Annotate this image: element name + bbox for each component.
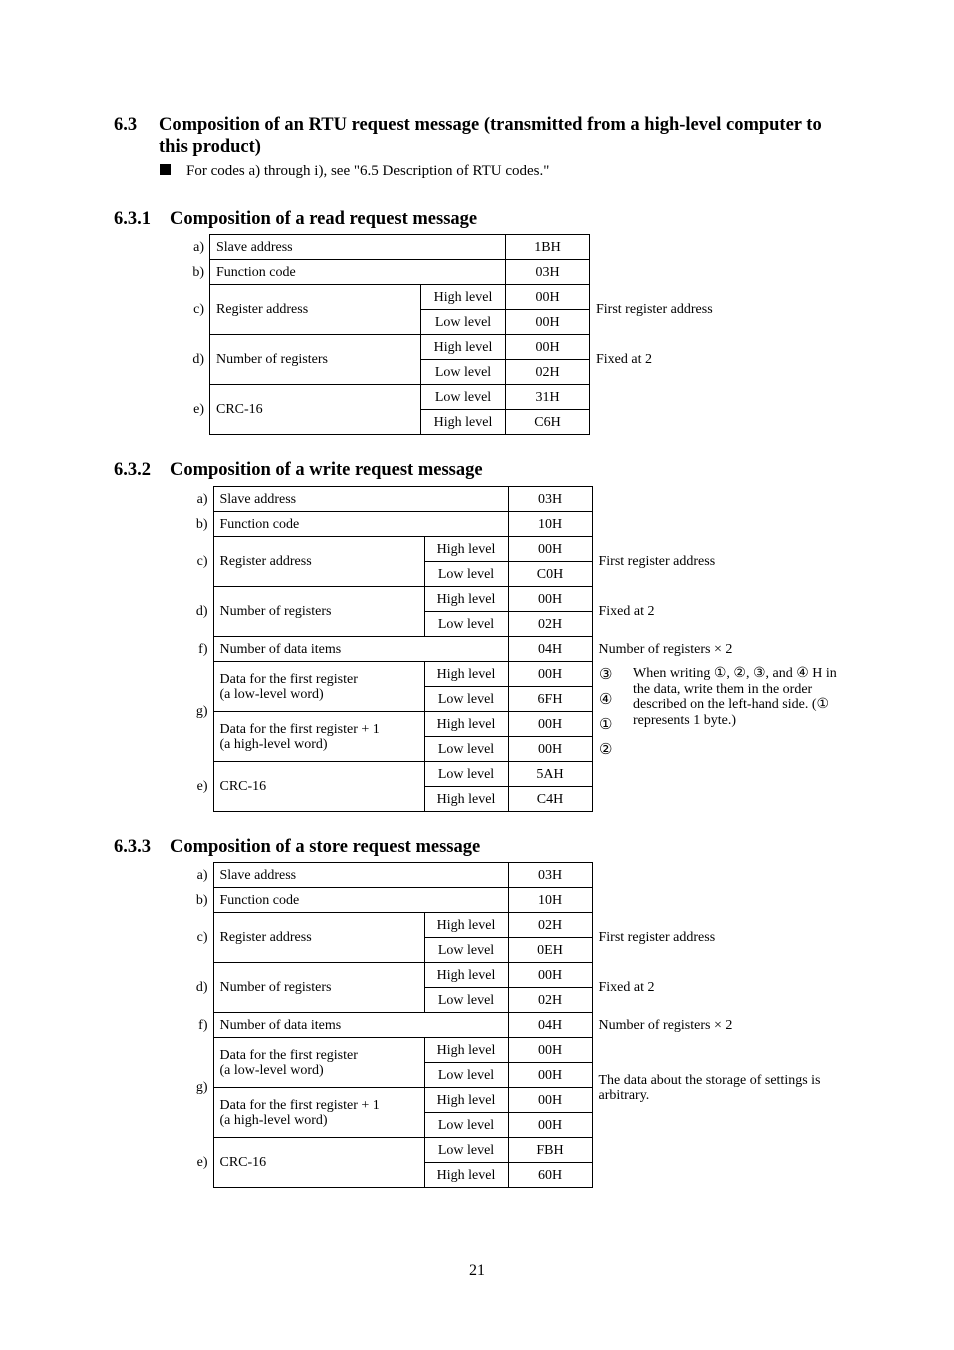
- row-label: f): [198, 641, 208, 657]
- table-row: [166, 1038, 842, 1063]
- field-name: CRC-16: [213, 1138, 424, 1188]
- row-label: a): [196, 491, 208, 507]
- field-name: Slave address: [213, 487, 508, 512]
- row-label: g): [195, 1080, 208, 1095]
- row-label: b): [192, 264, 204, 280]
- byte-level: High level: [424, 712, 508, 737]
- field-name: Register address: [213, 913, 424, 963]
- store-heading: [114, 836, 480, 858]
- table-row: [166, 235, 840, 260]
- byte-level: Low level: [421, 360, 506, 385]
- byte-level: Low level: [424, 938, 508, 963]
- field-name: Number of registers: [213, 587, 424, 637]
- row-comment: Fixed at 2: [598, 604, 655, 619]
- field-name-line: Data for the first register: [219, 671, 358, 687]
- byte-level: Low level: [424, 612, 508, 637]
- field-name: Function code: [210, 260, 506, 285]
- row-label: d): [192, 352, 204, 367]
- table-row: [166, 487, 842, 512]
- row-label: g): [195, 704, 208, 719]
- byte-order-marks: [599, 666, 612, 766]
- read-request-table: [166, 234, 840, 435]
- byte-order-mark: ③: [599, 667, 613, 683]
- byte-order-mark: ④: [599, 692, 613, 708]
- byte-level: Low level: [421, 385, 506, 410]
- byte-level: High level: [424, 963, 508, 988]
- field-name: Function code: [213, 512, 508, 537]
- table-row: [166, 512, 842, 537]
- table-row: [166, 1138, 842, 1163]
- field-value: 02H: [506, 360, 590, 385]
- byte-level: High level: [421, 335, 506, 360]
- byte-order-mark: ②: [599, 742, 613, 758]
- table-row: [166, 335, 840, 360]
- field-value: 1BH: [506, 235, 590, 260]
- field-value: 04H: [508, 1013, 592, 1038]
- field-value: 31H: [506, 385, 590, 410]
- byte-level: Low level: [424, 1138, 508, 1163]
- field-value: 00H: [506, 285, 590, 310]
- store-title: Composition of a store request message: [170, 837, 481, 857]
- field-value: 00H: [508, 963, 592, 988]
- row-comment: Number of registers × 2: [598, 1017, 733, 1033]
- field-value: 03H: [508, 863, 592, 888]
- field-value: FBH: [508, 1138, 592, 1163]
- byte-level: High level: [424, 1038, 508, 1063]
- square-bullet-icon: [160, 164, 171, 175]
- field-value: 60H: [508, 1163, 592, 1188]
- row-comment: Fixed at 2: [598, 980, 655, 995]
- row-label: c): [196, 554, 208, 569]
- row-label: d): [195, 604, 208, 619]
- byte-level: High level: [424, 787, 508, 812]
- byte-level: High level: [424, 913, 508, 938]
- byte-order-mark: ①: [599, 717, 613, 733]
- byte-level: High level: [424, 587, 508, 612]
- byte-level: Low level: [424, 988, 508, 1013]
- row-label: a): [196, 867, 208, 883]
- table-row: [166, 587, 842, 612]
- field-value: 00H: [508, 1063, 592, 1088]
- row-label: e): [196, 1155, 208, 1170]
- write-heading: [114, 459, 483, 481]
- field-name-line: (a high-level word): [219, 1112, 328, 1128]
- table-row: [166, 285, 840, 310]
- store-request-table: [166, 862, 842, 1188]
- read-title: Composition of a read request message: [170, 209, 478, 229]
- row-comment: Number of registers × 2: [598, 641, 733, 657]
- section-heading: [114, 114, 844, 158]
- row-comment: The data about the storage of settings is arbitrary.: [598, 1072, 821, 1103]
- write-request-table: [166, 486, 842, 812]
- field-name: Slave address: [213, 863, 508, 888]
- field-value: 02H: [508, 988, 592, 1013]
- byte-level: High level: [424, 1163, 508, 1188]
- row-comment: First register address: [598, 930, 716, 945]
- byte-level: High level: [421, 285, 506, 310]
- section-title: Composition of an RTU request message (transmitted from a high-level computer to this product): [159, 115, 822, 157]
- field-value: C6H: [506, 410, 590, 435]
- field-name: Number of registers: [213, 963, 424, 1013]
- field-value: 02H: [508, 913, 592, 938]
- byte-level: High level: [424, 537, 508, 562]
- field-name: [213, 712, 424, 762]
- field-value: 00H: [508, 712, 592, 737]
- table-row: [166, 1013, 842, 1038]
- read-number: 6.3.1: [114, 209, 151, 229]
- field-name: Number of data items: [213, 637, 508, 662]
- table-row: [166, 537, 842, 562]
- row-label: c): [196, 930, 208, 945]
- section-number: 6.3: [114, 115, 138, 135]
- row-comment: First register address: [598, 554, 716, 569]
- table-row: [166, 863, 842, 888]
- table-row: [166, 888, 842, 913]
- table-row: [166, 385, 840, 410]
- field-name-line: Data for the first register: [219, 1047, 358, 1063]
- field-value: C0H: [508, 562, 592, 587]
- field-name-line: (a high-level word): [219, 736, 328, 752]
- read-heading: [114, 208, 477, 230]
- byte-level: Low level: [421, 310, 506, 335]
- section-note-text: For codes a) through i), see "6.5 Description of RTU codes.": [186, 163, 550, 179]
- row-label: e): [196, 779, 208, 794]
- field-value: 00H: [506, 335, 590, 360]
- byte-level: Low level: [424, 737, 508, 762]
- field-value: 02H: [508, 612, 592, 637]
- field-name-line: Data for the first register + 1: [219, 721, 380, 737]
- write-number: 6.3.2: [114, 460, 151, 480]
- field-name-line: (a low-level word): [219, 1062, 324, 1078]
- field-name-line: (a low-level word): [219, 686, 324, 702]
- field-name: CRC-16: [210, 385, 421, 435]
- row-label: d): [195, 980, 208, 995]
- row-label: c): [193, 302, 204, 317]
- field-value: 0EH: [508, 938, 592, 963]
- field-name: Register address: [210, 285, 421, 335]
- field-name: Number of data items: [213, 1013, 508, 1038]
- byte-level: High level: [424, 662, 508, 687]
- field-name: Number of registers: [210, 335, 421, 385]
- field-value: 04H: [508, 637, 592, 662]
- row-label: b): [195, 892, 208, 908]
- row-label: b): [195, 516, 208, 532]
- field-value: C4H: [508, 787, 592, 812]
- table-row: [166, 963, 842, 988]
- row-comment: First register address: [596, 302, 713, 317]
- table-row: [166, 260, 840, 285]
- field-name: [213, 1088, 424, 1138]
- field-value: 00H: [508, 1113, 592, 1138]
- field-name: [213, 662, 424, 712]
- byte-level: Low level: [424, 687, 508, 712]
- byte-level: Low level: [424, 1113, 508, 1138]
- field-value: 10H: [508, 888, 592, 913]
- field-name-line: Data for the first register + 1: [219, 1097, 380, 1113]
- byte-level: High level: [421, 410, 506, 435]
- field-name: Function code: [213, 888, 508, 913]
- field-name: Slave address: [210, 235, 506, 260]
- field-name: [213, 1038, 424, 1088]
- row-comment: Fixed at 2: [596, 352, 652, 367]
- field-name: Register address: [213, 537, 424, 587]
- field-value: 03H: [506, 260, 590, 285]
- table-row: [166, 913, 842, 938]
- byte-level: Low level: [424, 1063, 508, 1088]
- store-number: 6.3.3: [114, 837, 151, 857]
- field-value: 00H: [508, 737, 592, 762]
- field-name: CRC-16: [213, 762, 424, 812]
- field-value: 6FH: [508, 687, 592, 712]
- byte-order-note: When writing ①, ②, ③, and ④ H in the data, write them in the order described on the left-hand side. (① represents 1 byte.): [633, 666, 837, 728]
- field-value: 10H: [508, 512, 592, 537]
- table-row: [166, 637, 842, 662]
- section-note: [160, 162, 549, 180]
- write-title: Composition of a write request message: [170, 460, 483, 480]
- row-label: e): [193, 402, 204, 417]
- field-value: 00H: [506, 310, 590, 335]
- field-value: 00H: [508, 1038, 592, 1063]
- row-label: a): [193, 239, 204, 255]
- field-value: 00H: [508, 1088, 592, 1113]
- field-value: 00H: [508, 587, 592, 612]
- table-row: [166, 762, 842, 787]
- page-number: 21: [469, 1262, 485, 1279]
- field-value: 03H: [508, 487, 592, 512]
- byte-level: High level: [424, 1088, 508, 1113]
- row-label: f): [198, 1017, 208, 1033]
- field-value: 00H: [508, 662, 592, 687]
- field-value: 00H: [508, 537, 592, 562]
- field-value: 5AH: [508, 762, 592, 787]
- byte-level: Low level: [424, 762, 508, 787]
- byte-level: Low level: [424, 562, 508, 587]
